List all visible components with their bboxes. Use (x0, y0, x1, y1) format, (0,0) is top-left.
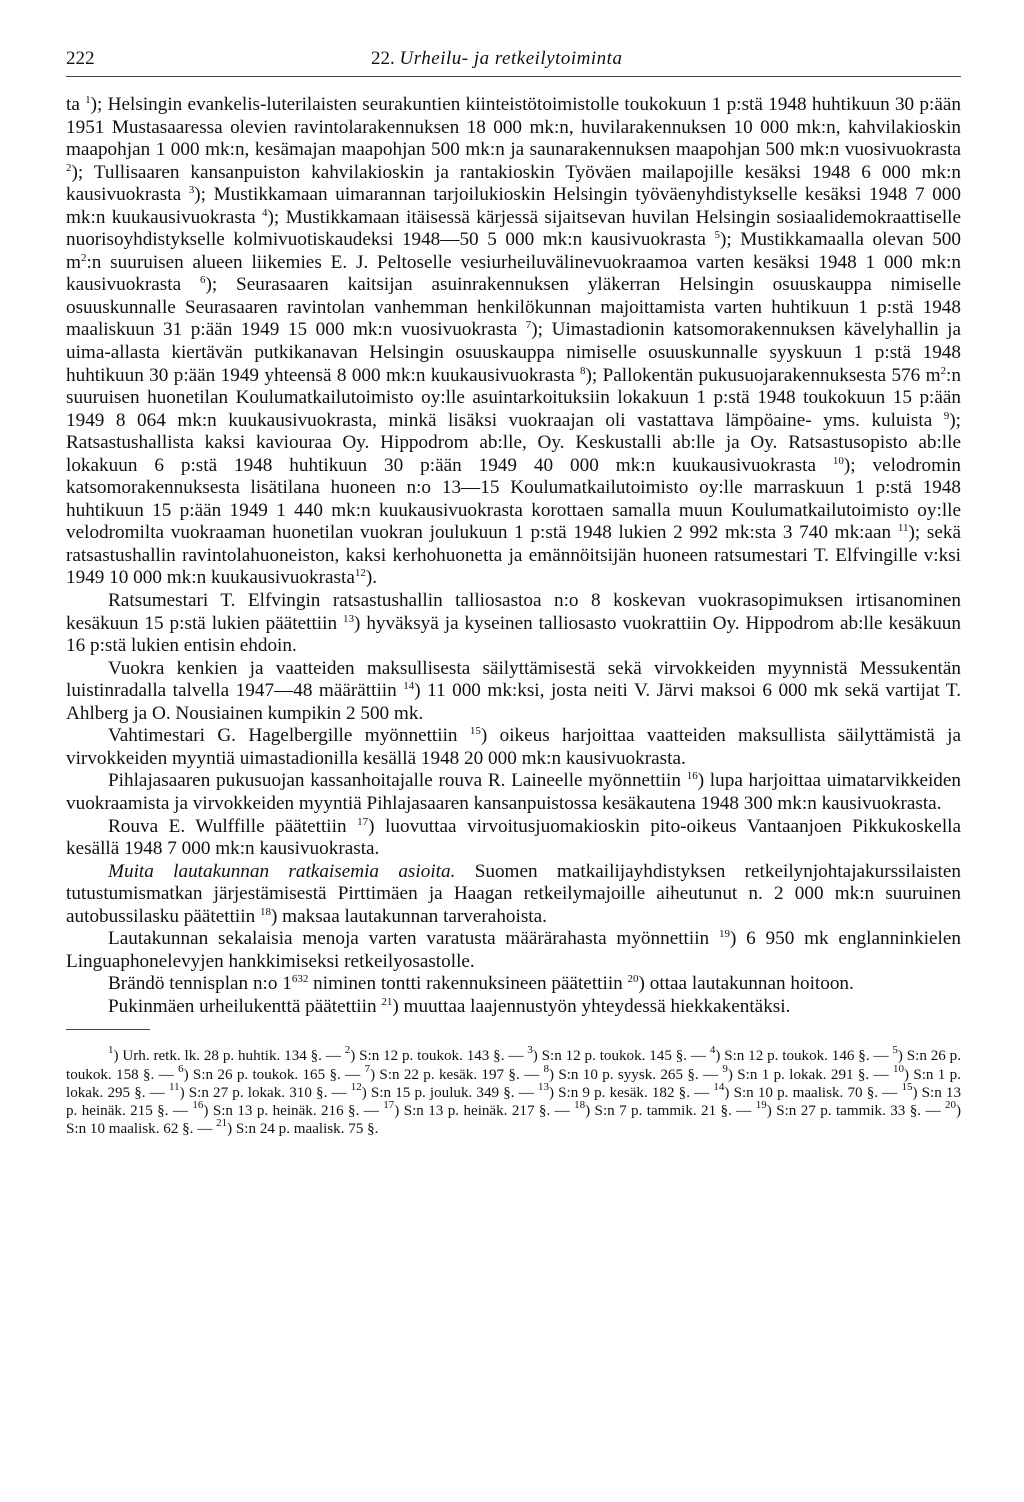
paragraph: Vuokra kenkien ja vaatteiden maksullisesta säilyttämisestä sekä virvokkeiden myynnistä Messukentän luistinradalla talvella 1947—48 määrättiin $^{14}$) 11 000 mk:ksi, josta neiti V. Järvi maksoi 6 000 mk sekä vartijat T. Ahlberg ja O. Nousiainen kumpikin 2 500 mk. (66, 657, 962, 724)
paragraph: Pihlajasaaren pukusuojan kassanhoitajalle rouva R. Laineelle myönnettiin $^{16}$) lupa harjoittaa uimatarvikkeiden vuokraamista ja virvokkeiden myyntiä Pihlajasaaren kansanpuistossa kesäkautena 1948 300 mk:n kausivuokrasta. (66, 770, 961, 814)
paragraph: Pukinmäen urheilukenttä päätettiin $^{21}$) muuttaa laajennustyön yhteydessä hiekkakentäksi. (108, 995, 791, 1017)
document-page (66, 42, 961, 1138)
page-number: 222 (66, 48, 95, 69)
paragraph: Muita lautakunnan ratkaisemia asioita. Suomen matkailijayhdistyksen retkeilynjohtajakurssilaisten tutustumismatkan järjestämisestä Pirttimäen ja Haagan retkeilymajoille aiheutunut n. 2 000 mk:n suuruinen autobussilasku päätettiin $^{18}$) maksaa lautakunnan tarverahoista. (66, 860, 961, 927)
paragraph: ta $^1$); Helsingin evankelis-luterilaisten seurakuntien kiinteistötoimistolle toukokuun 1 p:stä 1948 huhtikuun 30 p:ään 1951 Mustasaaressa olevien ravintolarakennuksen 18 000 mk:n, huvilarakennuksen 10 000 mk:n, kahvilakioskin maapohjan 1 000 mk:n, kesämajan maapohjan 500 mk:n ja saunarakennuksen maapohjan 500 mk:n vuosivuokrasta $^2$); Tullisaaren kansanpuiston kahvilakioskin ja rantakioskin Työväen mailapojille kesäksi 1948 6 000 mk:n kausivuokrasta $^3$); Mustikkamaan uimarannan tarjoilukioskin Helsingin työväenyhdistykselle kesäksi 1948 7 000 mk:n kuukausivuokrasta $^4$); Mustikkamaan itäisessä kärjessä sijaitsevan huvilan Helsingin sosiaalidemokraattiselle nuorisoyhdistykselle kolmivuotiskaudeksi 1948—50 5 000 mk:n kausivuokrasta $^5$); Mustikkamaalla olevan 500 $m^2:n$ suuruisen alueen liikemies E. J. Peltoselle vesiurheiluvälinevuokraamoa varten kesäksi 1948 1 000 mk:n kausivuokrasta $^6$); Seurasaaren kaitsijan asuinrakennuksen yläkerran Helsingin osuuskauppa nimiselle osuuskunnalle Seurasaaren ravintolan vanhemman henkilökunnan majoittamista varten huhtikuun 1 p:stä 1948 maaliskuun 31 p:ään 1949 15 000 mk:n vuosivuokrasta $^7$); Uimastadionin katsomorakennuksen kävelyhallin ja uima-allasta kiertävän putkikanavan Helsingin osuuskauppa nimiselle osuuskunnalle syyskuun 1 p:stä 1948 huhtikuun 30 p:ään 1949 yhteensä 8 000 mk:n kuukausivuokrasta $^8$); Pallokentän pukusuojarakennuksesta 576 $m^2:n$ suuruisen huonetilan Koulumatkailutoimisto oy:lle asuintarkoituksiin lokakuun 1 p:stä 1948 toukokuun 15 p:ään 1949 8 064 mk:n kuukausivuokrasta, minkä lisäksi vuokraajan oli vastattava lämpöaine- yms. kuluista $^9$); Ratsastushallista kaksi kaviouraa Oy. Hippodrom ab:lle, Oy. Keskustalli ab:lle ja Oy. Ratsastusopisto ab:lle lokakuun 6 p:stä 1948 huhtikuun 30 p:ään 1949 40 000 mk:n kuukausivuokrasta $^{10}$); velodromin katsomorakennuksesta lisätilana huoneen n:o 13—15 Koulumatkailutoimisto oy:lle marraskuun 1 p:stä 1948 huhtikuun 15 p:ään 1949 1 440 mk:n kuukausivuokrasta korottaen samalla muun Koulumatkailutoimisto oy:lle velodromilta vuokraaman huonetilan vuokran joulukuun 1 p:stä 1948 lukien 2 992 mk:sta 3 740 mk:aan $^{11}$); sekä ratsastushallin ravintolahuoneiston, kaksi kerhohuonetta ja emännöitsijän huoneen ratsumestari T. Elfvingille v:ksi 1949 10 000 mk:n kuukausivuokrasta$^{12}$). (66, 94, 961, 589)
paragraph: Lautakunnan sekalaisia menoja varten varatusta määrärahasta myönnettiin $^{19}$) 6 950 mk englanninkielen Linguaphonelevyjen hankkimiseksi retkeilyosastolle. (66, 928, 961, 972)
running-title (371, 48, 622, 70)
footnote-rule (66, 1029, 150, 1030)
chapter-number: 22. (371, 48, 395, 69)
paragraph: Ratsumestari T. Elfvingin ratsastushallin talliosastoa n:o 8 koskevan vuokrasopimuksen irtisanominen kesäkuun 15 p:stä lukien päätettiin $^{13}$) hyväksyä ja kyseinen talliosasto vuokrattiin Oy. Hippodrom ab:lle kesäkuun 16 p:stä lukien entisin ehdoin. (66, 590, 961, 657)
body-text (66, 94, 961, 1018)
running-header (66, 42, 961, 72)
paragraph: Brändö tennisplan n:o $1^{632}$ niminen tontti rakennuksineen päätettiin $^{20}$) ottaa lautakunnan hoitoon. (108, 973, 854, 995)
chapter-title: Urheilu- ja retkeilytoiminta (399, 48, 623, 69)
footnotes (66, 1044, 962, 1138)
header-rule (66, 76, 961, 77)
footnote-list: $^1$) Urh. retk. lk. 28 p. huhtik. 134 §. — $^2$) S:n 12 p. toukok. 143 §. — $^3$) S:n 12 p. toukok. 145 §. — $^4$) S:n 12 p. toukok. 146 §. — $^5$) S:n 26 p. toukok. 158 §. — $^6$) S:n 26 p. toukok. 165 §. — $^7$) S:n 22 p. kesäk. 197 §. — $^8$) S:n 10 p. syysk. 265 §. — $^9$) S:n 1 p. lokak. 291 §. — $^{10}$) S:n 1 p. lokak. 295 §. — $^{11}$) S:n 27 p. lokak. 310 §. — $^{12}$) S:n 15 p. jouluk. 349 §. — $^{13}$) S:n 9 p. kesäk. 182 §. — $^{14}$) S:n 10 p. maalisk. 70 §. — $^{15}$) S:n 13 p. heinäk. 215 §. — $^{16}$) S:n 13 p. heinäk. 216 §. — $^{17}$) S:n 13 p. heinäk. 217 §. — $^{18}$) S:n 7 p. tammik. 21 §. — $^{19}$) S:n 27 p. tammik. 33 §. — $^{20}$) S:n 10 maalisk. 62 §. — $^{21}$) S:n 24 p. maalisk. 75 §. (66, 1044, 962, 1138)
paragraph: Rouva E. Wulffille päätettiin $^{17}$) luovuttaa virvoitusjuomakioskin pito-oikeus Vantaanjoen Pikkukoskella kesällä 1948 7 000 mk:n kausivuokrasta. (66, 815, 961, 860)
paragraph: Vahtimestari G. Hagelbergille myönnettiin $^{15}$) oikeus harjoittaa vaatteiden maksullista säilyttämistä ja virvokkeiden myyntiä uimastadionilla kesällä 1948 20 000 mk:n kausivuokrasta. (66, 725, 961, 769)
